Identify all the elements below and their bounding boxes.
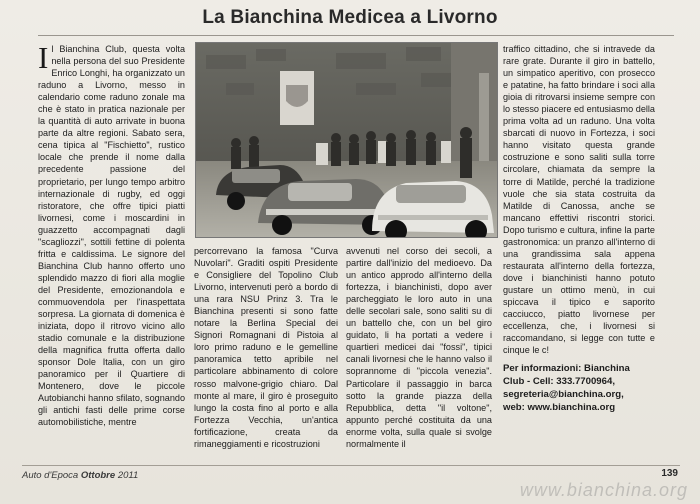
photo-bianchina-cars-fortress: [196, 43, 497, 237]
info-box: [503, 362, 655, 414]
column-3-body: avvenuti nel corso dei secoli, a partire dall'inizio del medioevo. Da un antico approdo all'interno della fortezza, i bianchinisti, dopo aver parcheggiato le loro auto in una delle secolari sale, sono saliti su di un battello che, con un bel giro guidato, li ha portati a vedere i quartieri medicei dai "fossi", tipici canali livornesi che le hanno valso il soprannome di "piccola venezia". Particolare il passaggio in barca sotto la grande piazza della Repubblica, detta "il voltone", appunto perché costituita da una enorme volta, sulla quale si svolge normalmente il: [346, 246, 492, 449]
footer-magazine: [22, 470, 138, 481]
column-2-body: percorrevano la famosa "Curva Nuvolari". Graditi ospiti Presidente e Consigliere del Topolino Club Livorno, intervenuti però a bordo di una rara NSU Prinz 3. Tra le Bianchina presenti si sono fatte notare la Berlina Special dei Signori Romagnani di Pistoia al loro primo raduno e le gemelline panoramica tetto apribile nel particolare abbinamento di colore rosso malvone-grigio chiaro. Dal monte al mare, il giro è proseguito lungo la costa fino al porto e alla Fortezza Vecchia, un'antica fortificazione, creata da rimaneggiamenti e ricostruzioni: [194, 246, 338, 449]
info-line-1: Per informazioni: Bianchina: [503, 363, 630, 375]
column-3: [346, 245, 492, 450]
info-line-4: web: www.bianchina.org: [503, 402, 616, 414]
drop-cap: I: [38, 40, 49, 75]
magazine-name: Auto d'Epoca: [22, 470, 79, 481]
column-2: [194, 245, 338, 450]
footer-rule: [22, 465, 680, 466]
info-line-3: segreteria@bianchina.org,: [503, 389, 624, 401]
info-line-2: Club - Cell: 333.7700964,: [503, 376, 615, 388]
watermark: www.bianchina.org: [519, 480, 688, 500]
article-title: La Bianchina Medicea a Livorno: [202, 7, 498, 28]
issue-month: Ottobre: [80, 470, 116, 481]
column-1: [38, 40, 185, 429]
column-1-body: l Bianchina Club, questa volta nella persona del suo Presidente Enrico Longhi, ha organizzato un raduno a Livorno, messo in calendario come raduno zonale ma che è stato in pratica nazionale per la quantità di auto arrivate in buona parte da altre regioni. Sabato sera, cena tipica al "Fischietto", rustico locale che prende il nome dalla precedente passione del proprietario, per lungo tempo arbitro internazionale di rugby, ed oggi ristoratore, che offre tipici piatti livornesi, come i moscardini in guazzetto accompagnati dagli "scagliozzi", sottili fettine di polenta fritta e caldissima. Le signore del Bianchina Club hanno offerto uno splendido mazzo di fiori alla moglie del Presidente, emozionandola e commuovendola per l'inaspettata sorpresa. La giornata di domenica è iniziata, dopo il ritrovo vicino allo stadio comunale e la distribuzione della magnifica frutta offerta dallo sponsor Dole Italia, con un giro panoramico per il Quartiere di Montenero, dove le piccole Autobianchi hanno sfilato, sognando gli antichi fasti delle prime corse automobilistiche, mentre: [38, 44, 185, 428]
column-1-text: [38, 40, 185, 429]
column-4-body: traffico cittadino, che si intravede da rare grate. Durante il giro in battello, un simpatico aperitivo, con prosecco e patatine, ha fatto brindare i soci alla gioia di ritrovarsi insieme sempre con lo stesso piacere ed entusiasmo della prima volta ad un raduno. Una volta sbarcati di nuovo in Fortezza, i soci hanno visitato questa grande costruzione e sono saliti sulla torre circolare, chiamata da sempre la torre di Matilde, perché la tradizione vuole che sia stata costruita da Matilde di Canossa, anche se mancano effettivi riscontri storici. Dopo turismo e cultura, infine la parte gastronomica: un pranzo all'interno di una grandissima sala appena restaurata all'interno della fortezza, dove i bianchinisti hanno potuto gustare un ottimo menù, in cui spiccava il tipico e saporito cacciucco, piatto livornese per eccellenza, che, i livornesi si raccomandano, si legge con tutte e cinque le c!: [503, 44, 655, 356]
column-4: [503, 43, 655, 414]
issue-year: 2011: [117, 470, 139, 481]
page-number: 139: [661, 468, 678, 479]
article-photo: [195, 42, 498, 238]
title-rule: [38, 35, 674, 36]
